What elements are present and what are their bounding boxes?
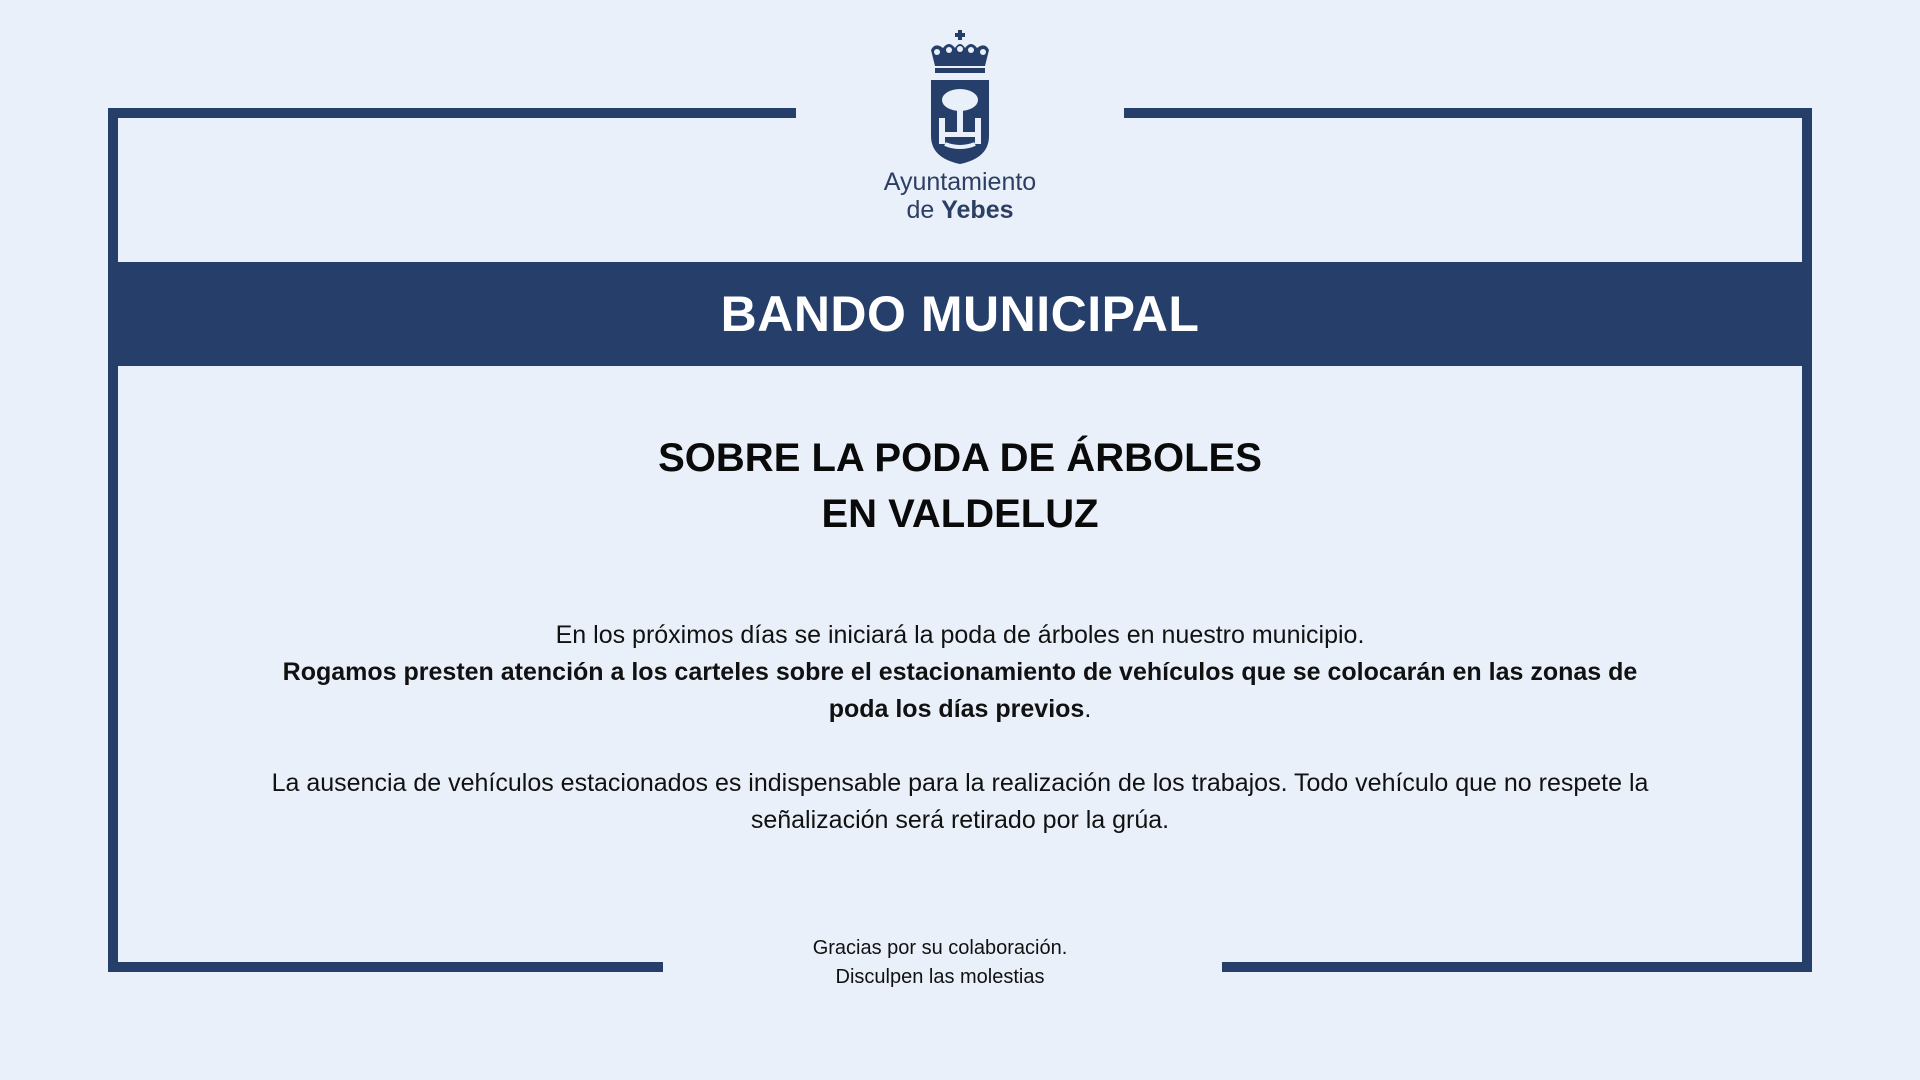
frame-left [108,108,118,972]
title-banner [108,262,1812,366]
frame-top-left [108,108,796,118]
frame-top-right [1124,108,1812,118]
coat-of-arms-icon [925,28,995,164]
logo-town-name: Yebes [941,196,1014,224]
notice-body [260,617,1660,839]
paragraph-2-bold: Rogamos presten atención a los carteles sobre el estacionamiento de vehículos que se colocarán en las zonas de poda los días previos [282,658,1638,723]
banner-title: BANDO MUNICIPAL [720,286,1200,342]
footer-line2: Disculpen las molestias [835,966,1045,988]
paragraph-3: La ausencia de vehículos estacionados es indispensable para la realización de los trabajos. Todo vehículo que no respete la señalización será retirado por la grúa. [271,769,1649,834]
footer-line1: Gracias por su colaboración. [812,937,1068,959]
paragraph-gap [260,728,1660,765]
frame-bottom-right [1222,962,1812,972]
municipal-logo [860,28,1060,228]
footer-note [700,934,1180,992]
paragraph-1: En los próximos días se iniciará la poda de árboles en nuestro municipio. [555,621,1365,649]
logo-prefix: de [906,196,935,224]
paragraph-2-end: . [1084,695,1092,723]
heading-line1: SOBRE LA PODA DE ÁRBOLES [658,436,1262,480]
frame-bottom-left [108,962,663,972]
paragraph-2 [260,654,1660,728]
frame-right [1802,108,1812,972]
logo-line1: Ayuntamiento [883,168,1037,196]
logo-line2 [860,196,1060,224]
logo-caption [860,168,1060,224]
notice-heading [400,430,1520,542]
heading-line2: EN VALDELUZ [821,492,1099,536]
